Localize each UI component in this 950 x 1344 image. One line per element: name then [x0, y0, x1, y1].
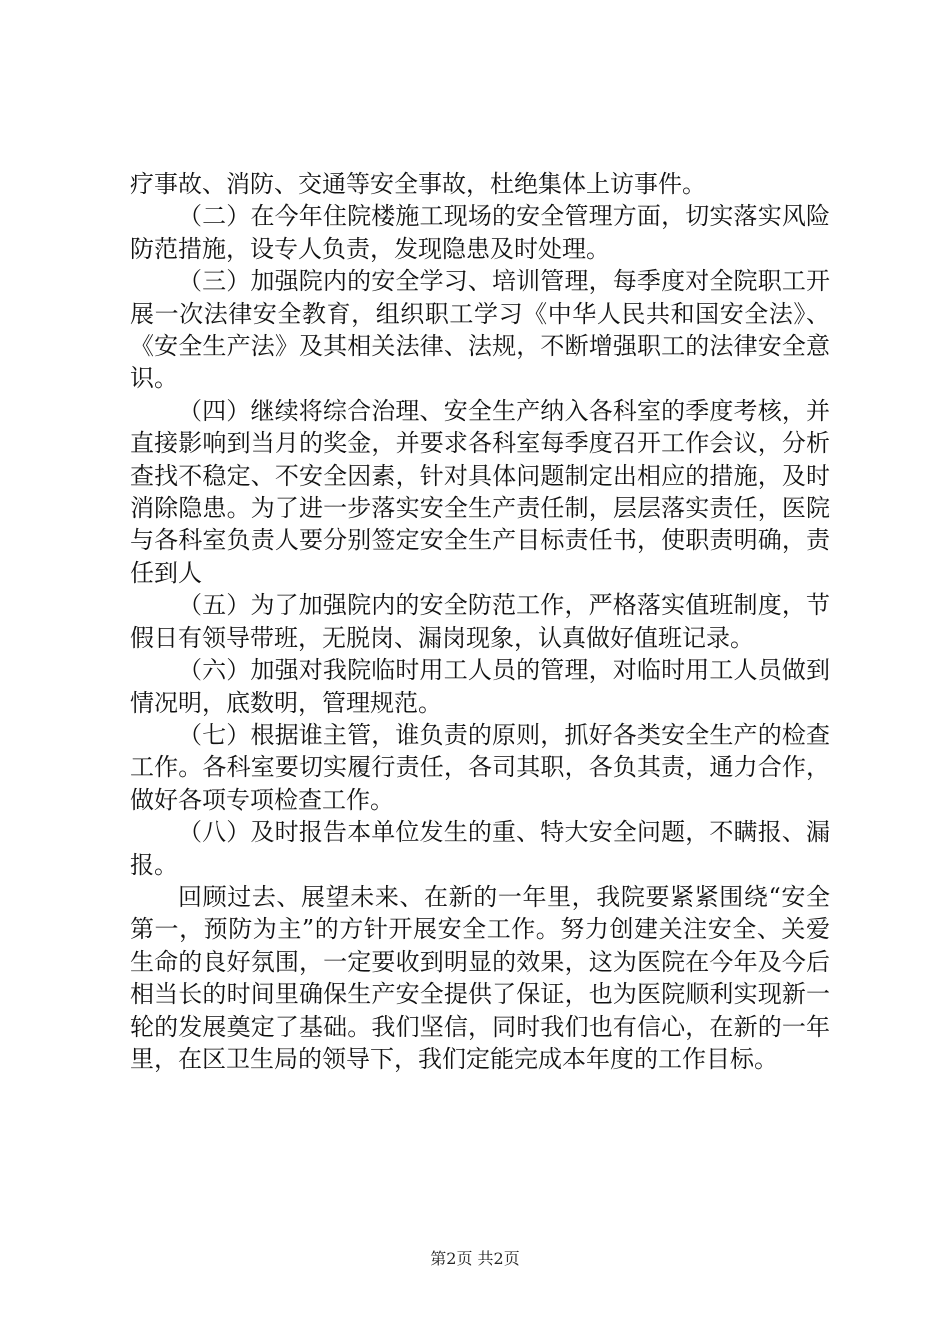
paragraph-item-2: （二）在今年住院楼施工现场的安全管理方面，切实落实风险防范措施，设专人负责，发现隐患及时处理。 [130, 202, 830, 263]
document-body [130, 168, 830, 1075]
paragraph-item-4: （四）继续将综合治理、安全生产纳入各科室的季度考核，并直接影响到当月的奖金，并要求各科室每季度召开工作会议，分析查找不稳定、不安全因素，针对具体问题制定出相应的措施，及时消除隐患。为了进一步落实安全生产责任制，层层落实责任，医院与各科室负责人要分别签定安全生产目标责任书，使职责明确，责任到人 [130, 396, 830, 587]
paragraph-item-8: （八）及时报告本单位发生的重、特大安全问题，不瞒报、漏报。 [130, 818, 830, 879]
paragraph-item-3: （三）加强院内的安全学习、培训管理，每季度对全院职工开展一次法律安全教育，组织职工学习《中华人民共和国安全法》、《安全生产法》及其相关法律、法规，不断增强职工的法律安全意识。 [130, 267, 830, 393]
paragraph-item-7: （七）根据谁主管，谁负责的原则，抓好各类安全生产的检查工作。各科室要切实履行责任，各司其职，各负其责，通力合作，做好各项专项检查工作。 [130, 720, 830, 814]
paragraph-item-5: （五）为了加强院内的安全防范工作，严格落实值班制度，节假日有领导带班，无脱岗、漏岗现象，认真做好值班记录。 [130, 591, 830, 652]
page-footer: 第2页 共2页 [430, 1249, 520, 1268]
paragraph-item-6: （六）加强对我院临时用工人员的管理，对临时用工人员做到情况明，底数明，管理规范。 [130, 656, 830, 717]
paragraph-conclusion: 回顾过去、展望未来、在新的一年里，我院要紧紧围绕“安全第一，预防为主”的方针开展安全工作。努力创建关注安全、关爱生命的良好氛围，一定要收到明显的效果，这为医院在今年及今后相当长的时间里确保生产安全提供了保证，也为医院顺利实现新一轮的发展奠定了基础。我们坚信，同时我们也有信心，在新的一年里，在区卫生局的领导下，我们定能完成本年度的工作目标。 [130, 882, 830, 1073]
paragraph-continuation: 疗事故、消防、交通等安全事故，杜绝集体上访事件。 [130, 170, 706, 198]
